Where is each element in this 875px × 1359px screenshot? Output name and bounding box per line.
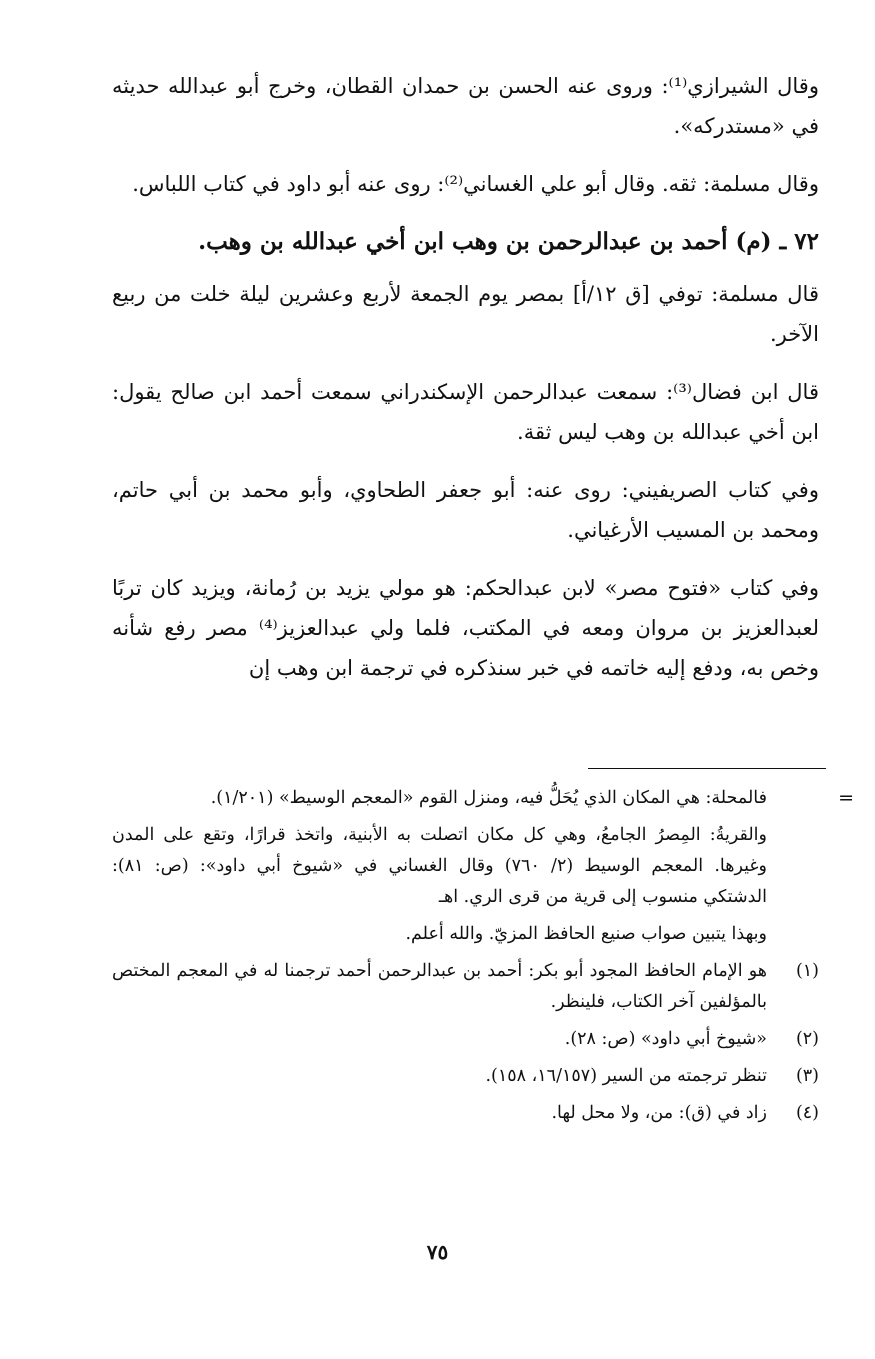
footnote-continuation-text: فالمحلة: هي المكان الذي يُحَلُّ فيه، ومنزل القوم «المعجم الوسيط» (١/٢٠١). [210, 788, 767, 808]
footnote-text: هو الإمام الحافظ المجود أبو بكر: أحمد بن عبدالرحمن أحمد ترجمنا له في المعجم المختص بالمؤلفين آخر الكتاب، فلينظر. [112, 961, 767, 1012]
paragraph-futuh-misr: وفي كتاب «فتوح مصر» لابن عبدالحكم: هو مولي يزيد بن رُمانة، ويزيد كان تربًا لعبدالعزيز بن مروان ومعه في المكتب، فلما ولي عبدالعزيز⁽⁴⁾ مصر رفع شأنه وخص به، ودفع إليه خاتمه في خبر سنذكره في ترجمة ابن وهب إن [112, 576, 819, 680]
footnote-1 [112, 956, 819, 1018]
paragraph-shirazi: وقال الشيرازي⁽¹⁾: وروى عنه الحسن بن حمدان القطان، وخرج أبو عبدالله حديثه في «مستدركه». [112, 74, 819, 138]
footnote-separator [588, 768, 826, 769]
footnote-number: (٣) [795, 1066, 819, 1086]
footnote-4 [112, 1098, 819, 1129]
footnote-3 [112, 1061, 819, 1092]
entry-heading-72: ٧٢ ـ (م) أحمد بن عبدالرحمن بن وهب ابن أخي عبدالله بن وهب. [198, 228, 819, 255]
paragraph-maslama: وقال مسلمة: ثقه. وقال أبو علي الغساني⁽²⁾: روى عنه أبو داود في كتاب اللباس. [132, 172, 819, 196]
page-number: ٧٥ [426, 1240, 449, 1264]
main-text [112, 66, 819, 700]
footnote-continuation [112, 783, 854, 814]
footnote-text: «شيوخ أبي داود» (ص: ٢٨). [564, 1029, 767, 1049]
footnotes [112, 783, 854, 1135]
footnote-number: (٤) [795, 1103, 819, 1123]
paragraph-sarifini: وفي كتاب الصريفيني: روى عنه: أبو جعفر الطحاوي، وأبو محمد بن أبي حاتم، ومحمد بن المسيب الأرغياني. [112, 478, 819, 542]
footnote-continuation-3: وبهذا يتبين صواب صنيع الحافظ المزيّ. والله أعلم. [405, 924, 767, 944]
footnote-text: تنظر ترجمته من السير (١٦/١٥٧، ١٥٨). [485, 1066, 767, 1086]
footnote-2 [112, 1024, 819, 1055]
continuation-mark: = [838, 787, 854, 809]
footnote-text: زاد في (ق): من، ولا محل لها. [551, 1103, 767, 1123]
paragraph-death: قال مسلمة: توفي [ق ١٢/أ] بمصر يوم الجمعة لأربع وعشرين ليلة خلت من ربيع الآخر. [112, 282, 819, 346]
footnote-number: (٢) [795, 1029, 819, 1049]
footnote-continuation-2: والقريةُ: المِصرُ الجامعُ، وهي كل مكان اتصلت به الأبنية، واتخذ قرارًا، وتقع على المدن وغيرها. المعجم الوسيط (٢/ ٧٦٠) وقال الغساني في «شيوخ أبي داود»: (ص: ٨١): الدشتكي منسوب إلى قرية من قرى الري. اهـ [112, 825, 767, 907]
paragraph-ibn-fadal: قال ابن فضال⁽³⁾: سمعت عبدالرحمن الإسكندراني سمعت أحمد ابن صالح يقول: ابن أخي عبدالله بن وهب ليس ثقة. [112, 380, 819, 444]
footnote-number: (١) [795, 961, 819, 981]
